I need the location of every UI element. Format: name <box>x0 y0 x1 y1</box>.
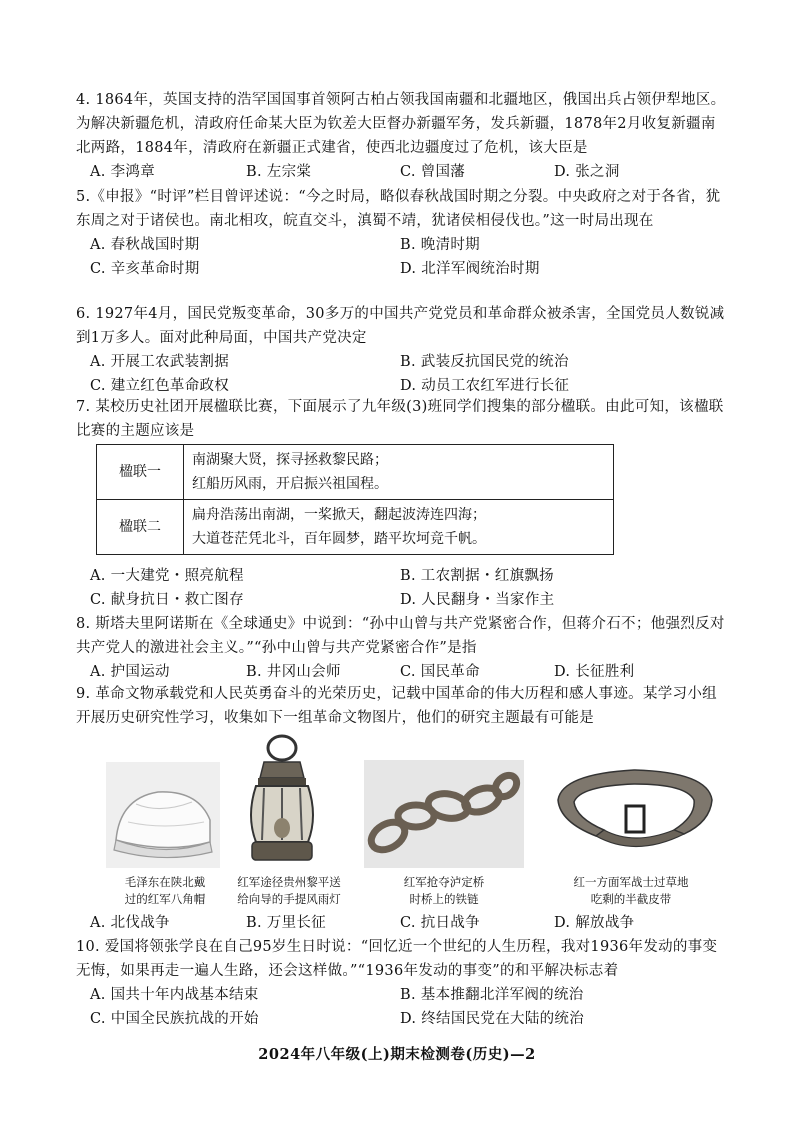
question-8 <box>76 612 726 684</box>
page-footer: 2024年八年级(上)期末检测卷(历史)—2 <box>258 1046 536 1063</box>
option-c[interactable]: C. 抗日战争 <box>400 915 480 931</box>
options-row <box>76 911 726 935</box>
relic-caption: 红军途径贵州黎平送 给向导的手提风雨灯 <box>237 875 341 906</box>
option-d[interactable]: D. 解放战争 <box>554 915 635 931</box>
question-stem: 4. 1864年，英国支持的浩罕国国事首领阿古柏占领我国南疆和北疆地区，俄国出兵占领伊犁地区。为解决新疆危机，清政府任命某大臣为钦差大臣督办新疆军务，发兵新疆，1878年2月收复新疆南北两路，1884年，清政府在新疆正式建省，使西北边疆度过了危机，该大臣是 <box>76 92 726 156</box>
option-d[interactable]: D. 终结国民党在大陆的统治 <box>400 1011 585 1027</box>
options-row <box>76 588 726 612</box>
couplet-label: 楹联二 <box>97 500 184 555</box>
question-9 <box>76 682 726 730</box>
option-d[interactable]: D. 人民翻身・当家作主 <box>400 592 555 608</box>
question-stem: 7. 某校历史社团开展楹联比赛，下面展示了九年级(3)班同学们搜集的部分楹联。由此可知，该楹联比赛的主题应该是 <box>76 399 724 439</box>
options-row <box>76 983 726 1007</box>
option-d[interactable]: D. 动员工农红军进行长征 <box>400 378 570 394</box>
question-stem: 5.《申报》“时评”栏目曾评述说：“今之时局，略似春秋战国时期之分裂。中央政府之对于各省，犹东周之对于诸侯也。南北相攻，皖直交斗，滇蜀不靖，犹诸侯相侵伐也。”这一时局出现在 <box>76 189 721 229</box>
option-c[interactable]: C. 建立红色革命政权 <box>90 378 230 394</box>
question-6 <box>76 302 726 398</box>
options-row <box>76 257 726 281</box>
option-c[interactable]: C. 辛亥革命时期 <box>90 261 200 277</box>
option-a[interactable]: A. 一大建党・照亮航程 <box>90 568 244 584</box>
option-d[interactable]: D. 北洋军阀统治时期 <box>400 261 540 277</box>
question-stem: 8. 斯塔夫里阿诺斯在《全球通史》中说到：“孙中山曾与共产党紧密合作，但蒋介石不；他强烈反对共产党人的激进社会主义。”“孙中山曾与共产党紧密合作”是指 <box>76 616 725 656</box>
couplet-label: 楹联一 <box>97 445 184 500</box>
option-d[interactable]: D. 张之洞 <box>554 164 620 180</box>
relic-caption: 红军抢夺泸定桥 时桥上的铁链 <box>403 875 485 906</box>
option-a[interactable]: A. 护国运动 <box>90 664 170 680</box>
option-d[interactable]: D. 长征胜利 <box>554 664 635 680</box>
option-c[interactable]: C. 国民革命 <box>400 664 480 680</box>
couplet-line: 大道苍茫凭北斗，百年圆梦，踏平坎坷竞千帆。 <box>192 531 486 547</box>
options-row <box>76 1007 726 1031</box>
relic-caption: 毛泽东在陕北戴 过的红军八角帽 <box>124 875 206 906</box>
question-7-options <box>76 564 726 612</box>
option-b[interactable]: B. 井冈山会师 <box>246 664 341 680</box>
option-c[interactable]: C. 曾国藩 <box>400 164 466 180</box>
option-b[interactable]: B. 工农割据・红旗飘扬 <box>400 568 554 584</box>
question-stem: 9. 革命文物承载党和人民英勇奋斗的光荣历史，记载中国革命的伟大历程和感人事迹。某学习小组开展历史研究性学习，收集如下一组革命文物图片，他们的研究主题最有可能是 <box>76 686 717 726</box>
options-row <box>76 660 726 684</box>
question-9-options <box>76 911 726 935</box>
couplet-row <box>97 500 614 555</box>
option-b[interactable]: B. 左宗棠 <box>246 164 312 180</box>
relic-caption: 红一方面军战士过草地 吃剩的半截皮带 <box>573 875 689 906</box>
question-5 <box>76 185 726 281</box>
couplet-row <box>97 445 614 500</box>
question-7 <box>76 395 726 443</box>
option-b[interactable]: B. 武装反抗国民党的统治 <box>400 354 569 370</box>
couplet-line: 南湖聚大贤，探寻拯救黎民路； <box>192 452 388 468</box>
iron-chain-icon <box>364 760 524 868</box>
question-stem: 10. 爱国将领张学良在自己95岁生日时说：“回忆近一个世纪的人生历程，我对1936年发动的事变无悔，如果再走一遍人生路，还会这样做。”“1936年发动的事变”的和平解决标志着 <box>76 939 718 979</box>
option-a[interactable]: A. 李鸿章 <box>90 164 155 180</box>
option-b[interactable]: B. 晚清时期 <box>400 237 480 253</box>
option-a[interactable]: A. 北伐战争 <box>90 915 170 931</box>
octagonal-cap-icon <box>106 762 220 868</box>
couplet-line: 扁舟浩荡出南湖，一桨掀天，翻起波涛连四海； <box>192 507 486 523</box>
question-stem: 6. 1927年4月，国民党叛变革命，30多万的中国共产党党员和革命群众被杀害，全国党员人数锐减到1万多人。面对此种局面，中国共产党决定 <box>76 306 725 346</box>
option-c[interactable]: C. 献身抗日・救亡图存 <box>90 592 244 608</box>
option-c[interactable]: C. 中国全民族抗战的开始 <box>90 1011 259 1027</box>
option-b[interactable]: B. 基本推翻北洋军阀的统治 <box>400 987 584 1003</box>
option-b[interactable]: B. 万里长征 <box>246 915 326 931</box>
leather-belt-icon <box>552 760 716 870</box>
options-row <box>76 350 726 374</box>
options-row <box>76 564 726 588</box>
storm-lantern-icon <box>234 732 330 870</box>
question-10 <box>76 935 726 1031</box>
option-a[interactable]: A. 国共十年内战基本结束 <box>90 987 259 1003</box>
options-row <box>76 233 726 257</box>
question-4 <box>76 88 726 184</box>
option-a[interactable]: A. 开展工农武装割据 <box>90 354 229 370</box>
couplet-line: 红船历风雨，开启振兴祖国程。 <box>192 476 388 492</box>
option-a[interactable]: A. 春秋战国时期 <box>90 237 200 253</box>
couplet-table <box>96 444 614 555</box>
options-row <box>76 160 726 184</box>
